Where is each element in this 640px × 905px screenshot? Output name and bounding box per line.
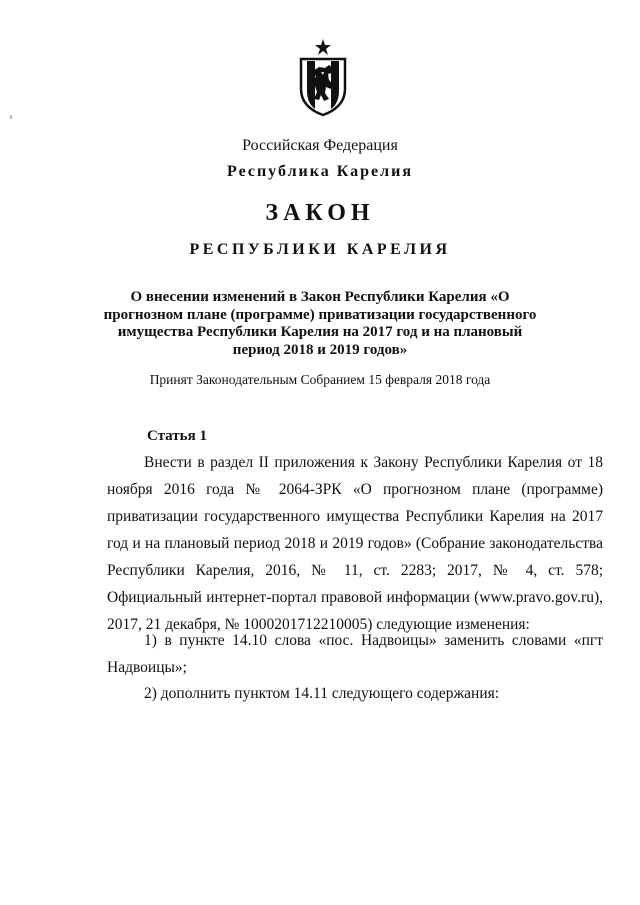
amendment-item-1: 1) в пункте 14.10 слова «пос. Надвоицы» заменить словами «пгт Надвоицы»; bbox=[107, 632, 603, 676]
adoption-date: Принят Законодательным Собранием 15 февраля 2018 года bbox=[149, 372, 491, 387]
amendment-item-2: 2) дополнить пунктом 14.11 следующего содержания: bbox=[144, 685, 500, 702]
republic-name: Республика Карелия bbox=[227, 163, 413, 180]
karelia-coat-of-arms-icon bbox=[295, 37, 351, 117]
article-intro-paragraph: Внести в раздел II приложения к Закону Республики Карелия от 18 ноября 2016 года № 2064-ЗРК «О прогнозном плане (программе) приватизации государственного имущества Республики Карелия на 2017 год и на плановый период 2018 и 2019 годов» (Собрание законодательства Республики Карелия, 2016, № 11, ст. 2283; 2017, № 4, ст. 578; Официальный интернет-портал правовой информации (www.pravo.gov.ru), 2017, 21 декабря, № 1000201712210005) следующие изменения: bbox=[107, 454, 603, 633]
law-title: ЗАКОН bbox=[265, 200, 375, 226]
law-subtitle: РЕСПУБЛИКИ КАРЕЛИЯ bbox=[189, 241, 451, 258]
article-heading: Статья 1 bbox=[147, 428, 207, 444]
scan-mark bbox=[10, 115, 12, 119]
law-name: О внесении изменений в Закон Республики Карелия «О прогнозном плане (программе) приватизации государственного имущества Республики Карелия на 2017 год и на плановый период 2018 и 2019 годов» bbox=[103, 289, 537, 358]
country-name: Российская Федерация bbox=[242, 137, 398, 154]
